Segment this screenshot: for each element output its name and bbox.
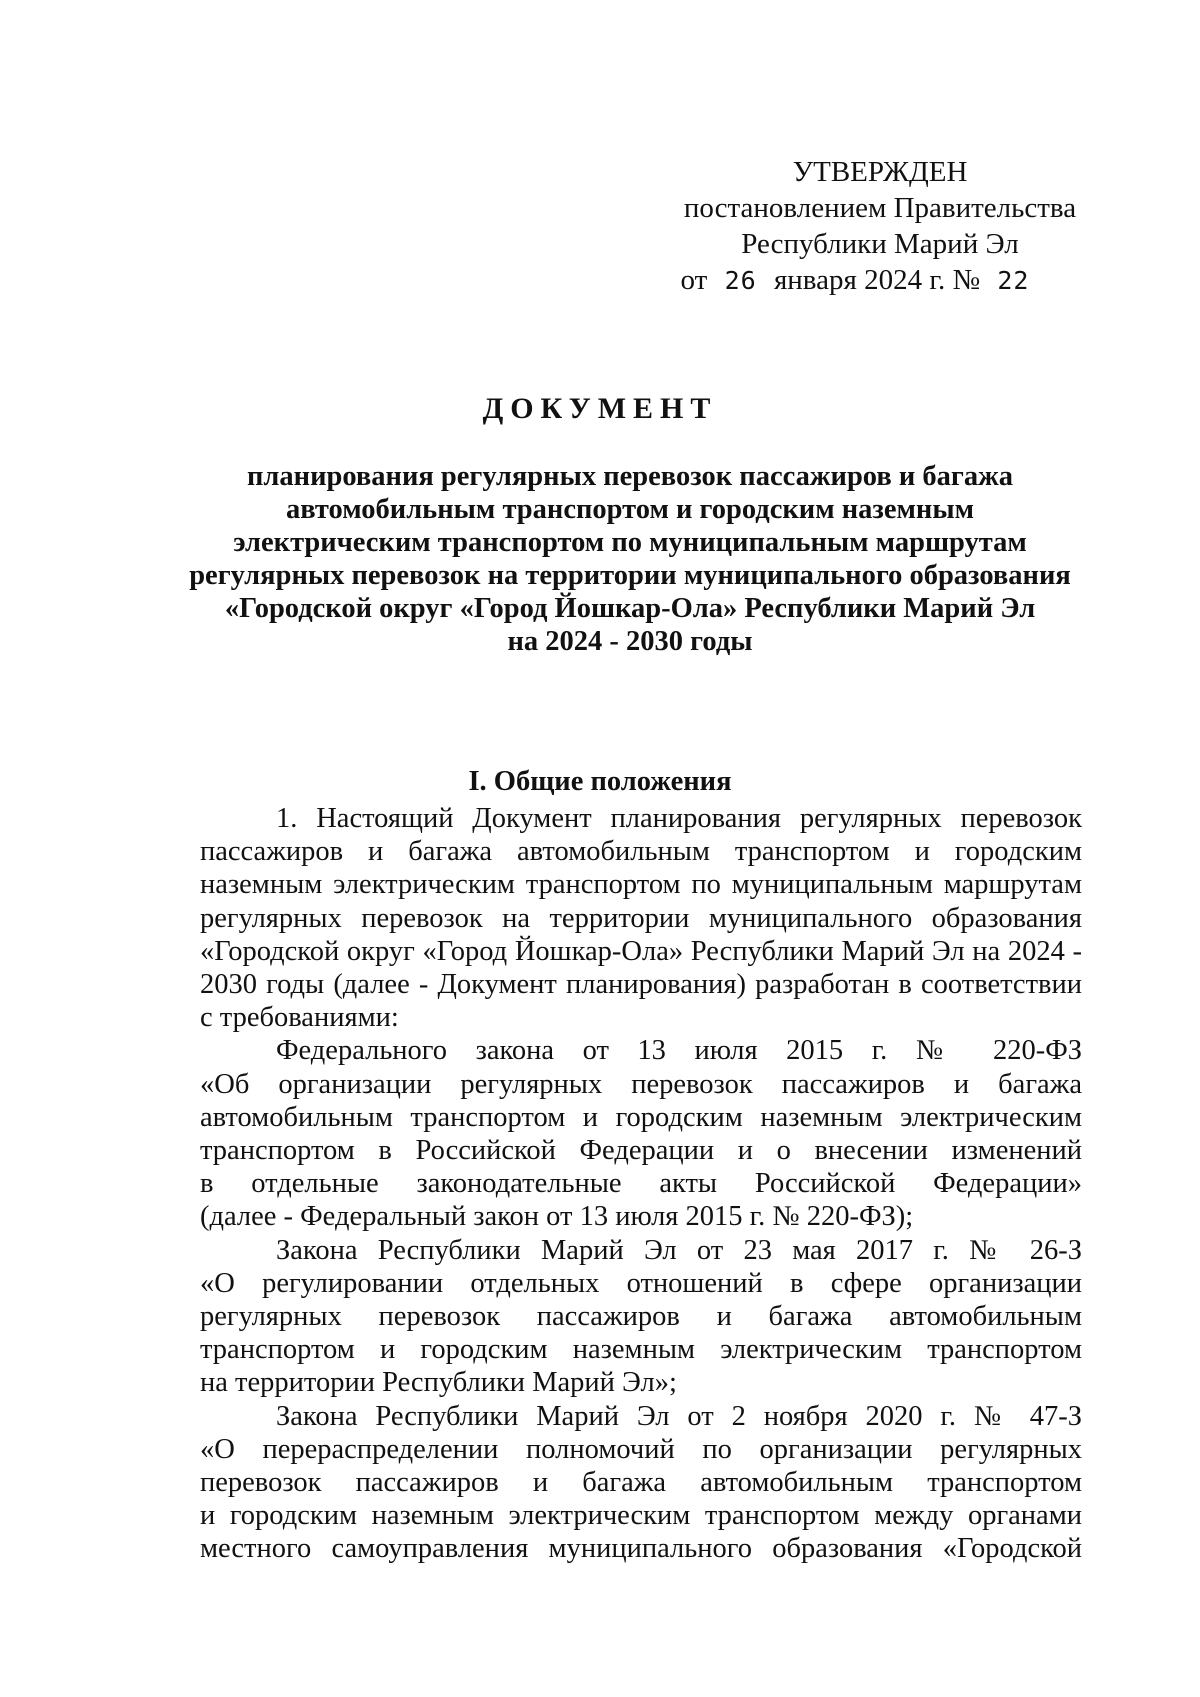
text-line: Федерального закона от 13 июля 2015 г. № 220-ФЗ	[276, 1035, 1082, 1067]
document-title: ДОКУМЕНТ	[482, 392, 718, 425]
approval-date-line	[660, 262, 1100, 299]
text-line: Закона Республики Марий Эл от 23 мая 2017 г. № 26-З	[276, 1234, 1082, 1266]
approval-stamp-block	[660, 154, 1100, 299]
text-line: в отдельные законодательные акты Российской Федерации»	[200, 1168, 1082, 1200]
text-line: регулярных перевозок на территории муниципального образования	[200, 902, 1082, 934]
date-prefix: от	[680, 264, 708, 296]
approval-line-2: Республики Марий Эл	[741, 228, 1019, 260]
text-line: автомобильным транспортом и городским наземным электрическим	[200, 1101, 1082, 1133]
body-text	[200, 802, 1082, 1566]
subtitle-line: электрическим транспортом по муниципальным маршрутам	[233, 527, 1027, 558]
text-line: с требованиями:	[200, 1002, 399, 1034]
text-line: 2030 годы (далее - Документ планирования) разработан в соответствии	[200, 969, 1082, 1001]
approval-line-1: постановлением Правительства	[683, 192, 1077, 224]
section-heading: I. Общие положения	[468, 766, 732, 797]
subtitle-line: «Городской округ «Город Йошкар-Ола» Республики Марий Эл	[224, 593, 1036, 624]
subtitle-line: регулярных перевозок на территории муниципального образования	[189, 560, 1071, 591]
text-line: перевозок пассажиров и багажа автомобильным транспортом	[200, 1467, 1082, 1499]
text-line: на территории Республики Марий Эл»;	[200, 1367, 677, 1399]
text-line: местного самоуправления муниципального образования «Городской	[200, 1533, 1082, 1565]
text-line: и городским наземным электрическим транспортом между органами	[200, 1500, 1082, 1532]
subtitle-line: на 2024 - 2030 годы	[507, 626, 753, 657]
text-line: «Городской округ «Город Йошкар-Ола» Республики Марий Эл на 2024 -	[200, 935, 1082, 967]
text-line: 1. Настоящий Документ планирования регулярных перевозок	[276, 803, 1082, 834]
text-line: «О регулировании отдельных отношений в сфере организации	[200, 1267, 1082, 1299]
text-line: «Об организации регулярных перевозок пассажиров и багажа	[200, 1068, 1082, 1100]
handwritten-day: 26	[724, 266, 757, 295]
subtitle-line: автомобильным транспортом и городским наземным	[285, 494, 975, 525]
approved-label: УТВЕРЖДЕН	[792, 156, 968, 188]
handwritten-number: 22	[997, 266, 1030, 295]
text-line: (далее - Федеральный закон от 13 июля 2015 г. № 220-ФЗ);	[200, 1201, 914, 1233]
text-line: транспортом и городским наземным электрическим транспортом	[200, 1334, 1082, 1366]
text-line: «О перераспределении полномочий по организации регулярных	[200, 1433, 1082, 1465]
text-line: Закона Республики Марий Эл от 2 ноября 2020 г. № 47-З	[276, 1400, 1082, 1432]
paragraph-3	[200, 1234, 1082, 1400]
paragraph-4	[200, 1400, 1082, 1566]
text-line: транспортом в Российской Федерации и о внесении изменений	[200, 1135, 1082, 1167]
text-line: наземным электрическим транспортом по муниципальным маршрутам	[200, 869, 1082, 901]
paragraph-2	[200, 1034, 1082, 1233]
date-rest: января 2024 г. №	[773, 264, 981, 296]
text-line: регулярных перевозок пассажиров и багажа автомобильным	[200, 1301, 1082, 1333]
document-subtitle	[180, 460, 1080, 658]
paragraph-1	[200, 802, 1082, 1034]
subtitle-line: планирования регулярных перевозок пассажиров и багажа	[246, 461, 1014, 492]
text-line: пассажиров и багажа автомобильным транспортом и городским	[200, 836, 1082, 868]
